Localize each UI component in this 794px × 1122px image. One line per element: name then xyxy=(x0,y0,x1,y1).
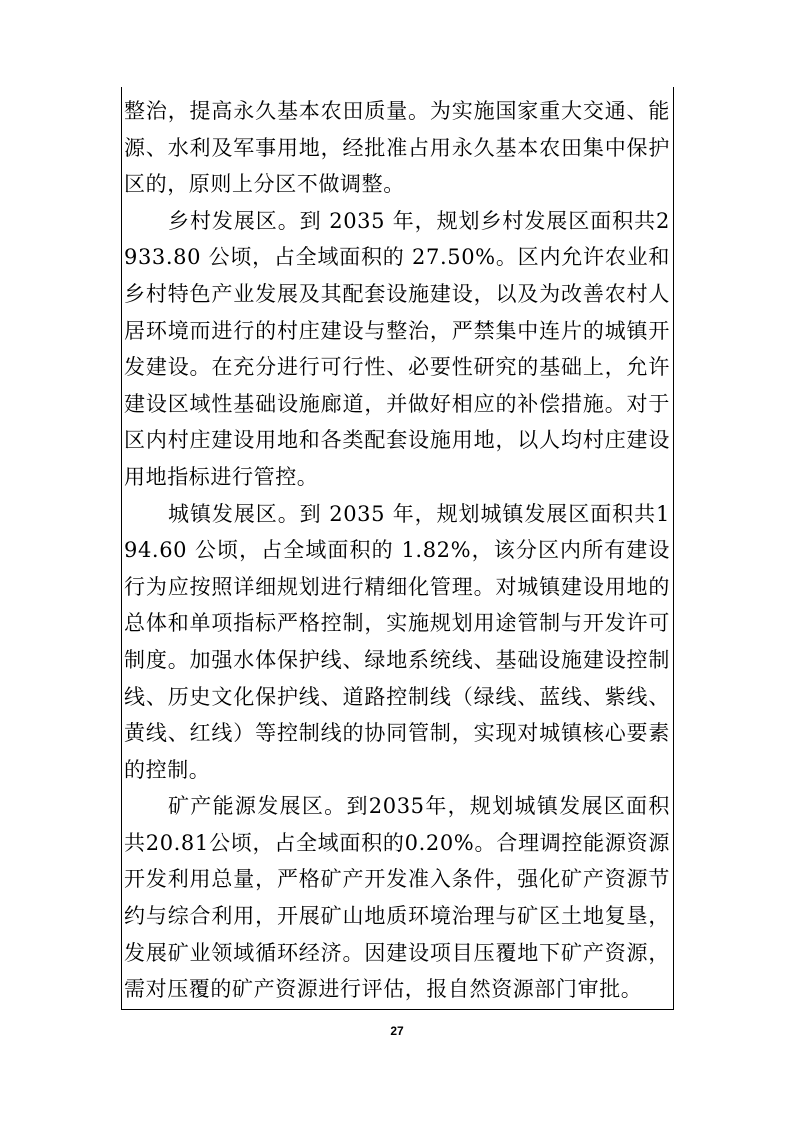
paragraph-rural-development-zone: 乡村发展区。到 2035 年，规划乡村发展区面积共2933.80 公顷，占全域面积的 27.50%。区内允许农业和乡村特色产业发展及其配套设施建设，以及为改善农村人居环境而进行的村庄建设与整治，严禁集中连片的城镇开发建设。在充分进行可行性、必要性研究的基础上，允许建设区域性基础设施廊道，并做好相应的补偿措施。对于区内村庄建设用地和各类配套设施用地，以人均村庄建设用地指标进行管控。 xyxy=(124,208,670,489)
paragraph-continuation: 整治，提高永久基本农田质量。为实施国家重大交通、能源、水利及军事用地，经批准占用永久基本农田集中保护区的，原则上分区不做调整。 xyxy=(124,99,670,197)
page-number: 27 xyxy=(390,1024,404,1038)
document-body xyxy=(124,93,670,1008)
paragraph-mineral-energy-zone: 矿产能源发展区。到2035年，规划城镇发展区面积共20.81公顷，占全域面积的0.20%。合理调控能源资源开发利用总量，严格矿产开发准入条件，强化矿产资源节约与综合利用，开展矿山地质环境治理与矿区土地复垦，发展矿业领域循环经济。因建设项目压覆地下矿产资源，需对压覆的矿产资源进行评估，报自然资源部门审批。 xyxy=(124,794,670,1002)
paragraph-urban-development-zone: 城镇发展区。到 2035 年，规划城镇发展区面积共194.60 公顷，占全域面积的 1.82%，该分区内所有建设行为应按照详细规划进行精细化管理。对城镇建设用地的总体和单项指标严格控制，实施规划用途管制与开发许可制度。加强水体保护线、绿地系统线、基础设施建设控制线、历史文化保护线、道路控制线（绿线、蓝线、紫线、黄线、红线）等控制线的协同管制，实现对城镇核心要素的控制。 xyxy=(124,501,670,782)
